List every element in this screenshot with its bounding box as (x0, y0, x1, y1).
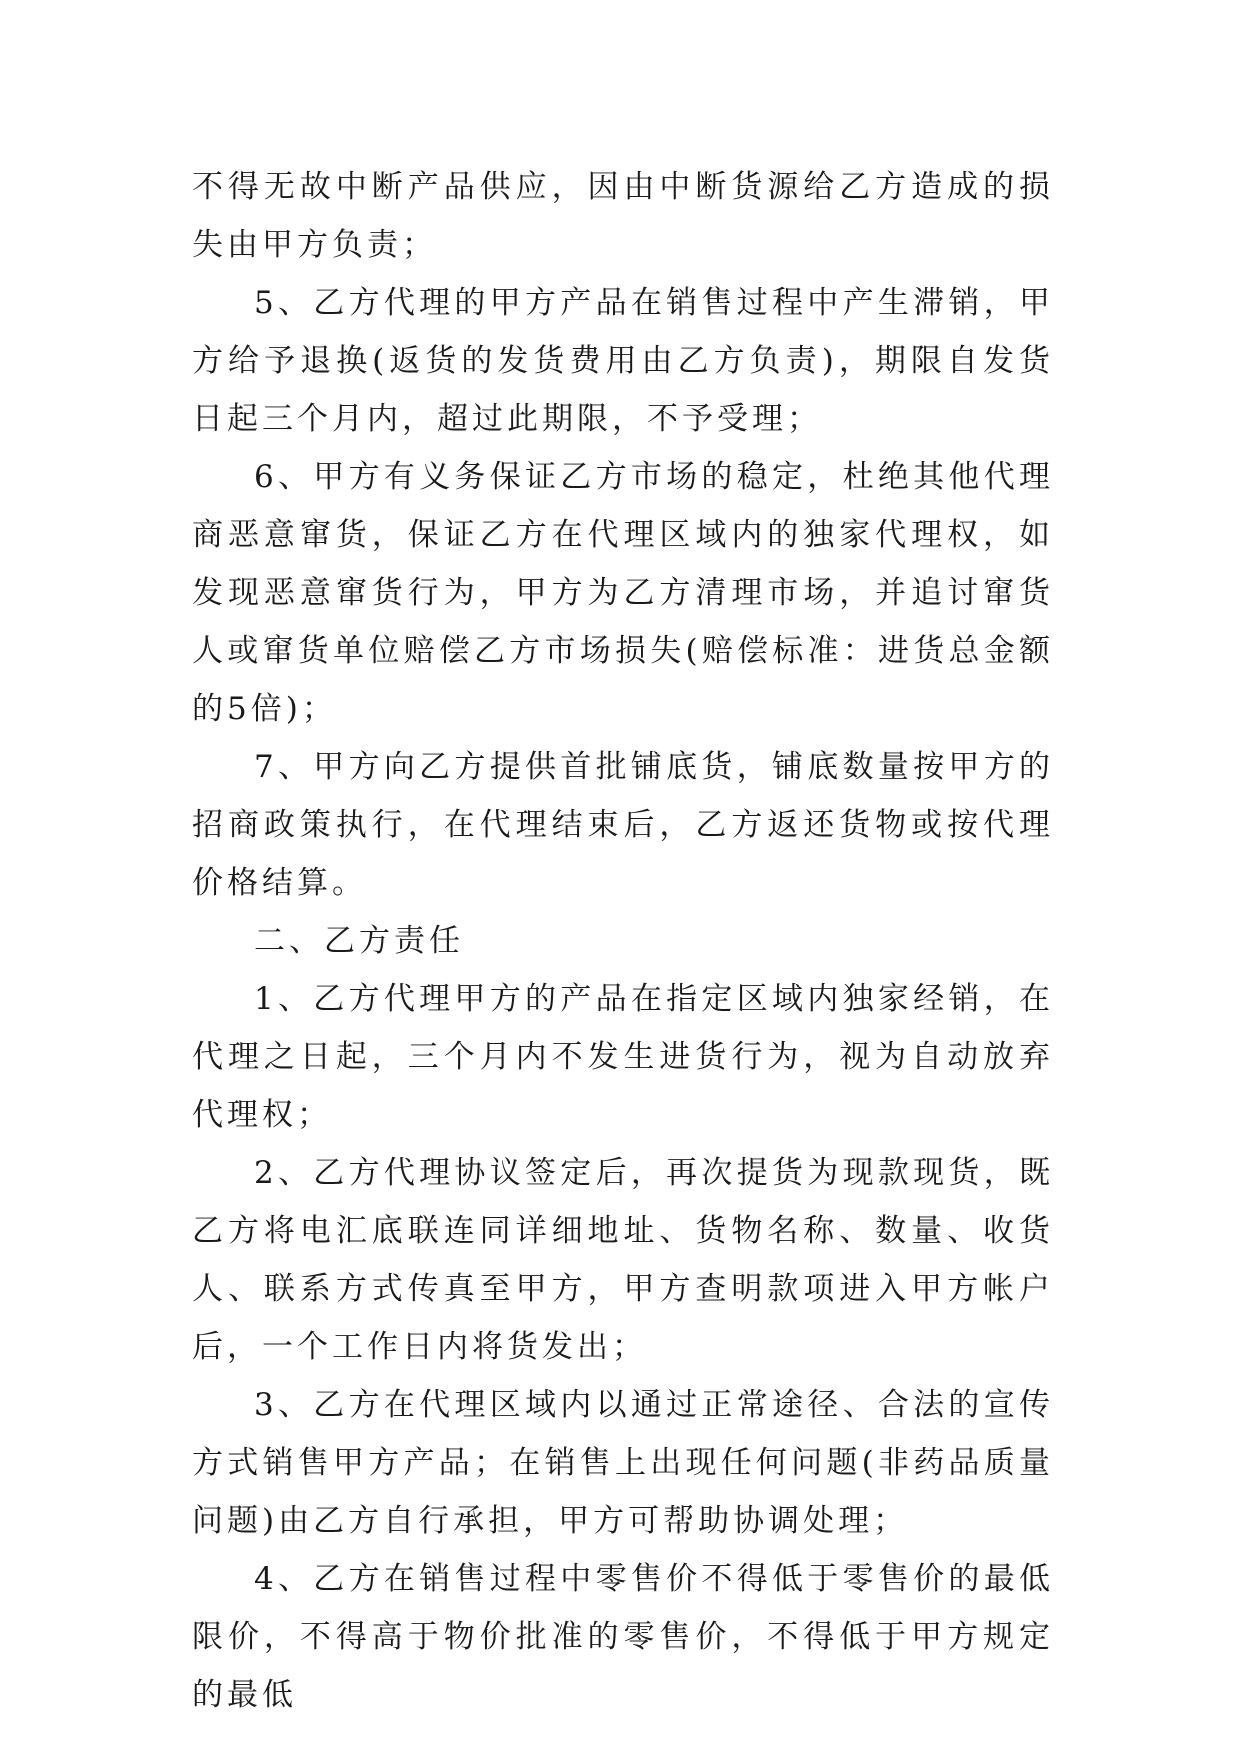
paragraph-item-6: 6、甲方有义务保证乙方市场的稳定，杜绝其他代理商恶意窜货，保证乙方在代理区域内的独家代理权，如发现恶意窜货行为，甲方为乙方清理市场，并追讨窜货人或窜货单位赔偿乙方市场损失(赔偿标准：进货总金额的5倍)； (192, 459, 1054, 727)
paragraph-b-item-1: 1、乙方代理甲方的产品在指定区域内独家经销，在代理之日起，三个月内不发生进货行为，视为自动放弃代理权； (192, 981, 1054, 1133)
document-body (192, 158, 1054, 1724)
paragraph-item-5: 5、乙方代理的甲方产品在销售过程中产生滞销，甲方给予退换(返货的发货费用由乙方负责)，期限自发货日起三个月内，超过此期限，不予受理； (192, 285, 1054, 437)
paragraph-supply-continuation: 不得无故中断产品供应，因由中断货源给乙方造成的损失由甲方负责； (192, 169, 1054, 263)
paragraph-b-item-2: 2、乙方代理协议签定后，再次提货为现款现货，既乙方将电汇底联连同详细地址、货物名称、数量、收货人、联系方式传真至甲方，甲方查明款项进入甲方帐户后，一个工作日内将货发出； (192, 1155, 1054, 1365)
section-heading-party-b: 二、乙方责任 (254, 923, 464, 959)
paragraph-b-item-4: 4、乙方在销售过程中零售价不得低于零售价的最低限价，不得高于物价批准的零售价，不得低于甲方规定的最低 (192, 1561, 1054, 1713)
paragraph-item-7: 7、甲方向乙方提供首批铺底货，铺底数量按甲方的招商政策执行，在代理结束后，乙方返还货物或按代理价格结算。 (192, 749, 1054, 901)
paragraph-b-item-3: 3、乙方在代理区域内以通过正常途径、合法的宣传方式销售甲方产品；在销售上出现任何问题(非药品质量问题)由乙方自行承担，甲方可帮助协调处理； (192, 1387, 1054, 1539)
